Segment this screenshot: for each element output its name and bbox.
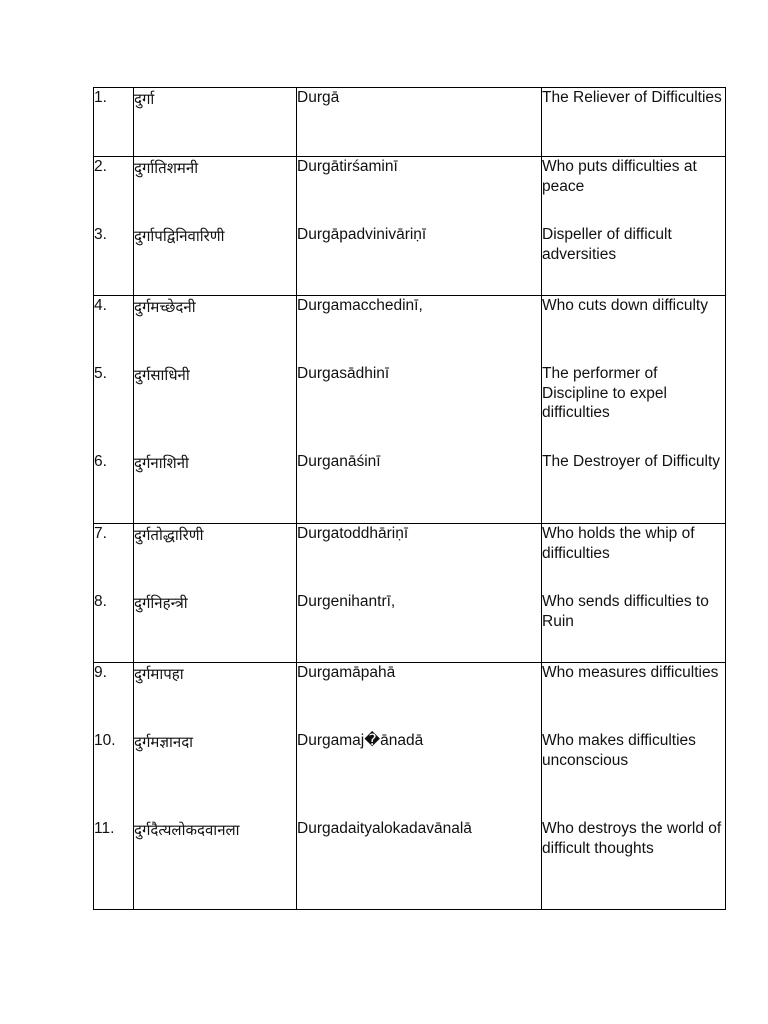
table-row [94,731,726,819]
row-number: 10. [94,731,134,819]
devanagari-name: दुर्गनाशिनी [134,452,297,524]
english-meaning: Who holds the whip of difficulties [542,524,726,593]
english-meaning: The Destroyer of Difficulty [542,452,726,524]
table-row [94,592,726,663]
transliterated-name: Durganāśinī [297,452,542,524]
transliterated-name: Durgamacchedinī, [297,296,542,365]
transliterated-name: Durgāpadvinivāriṇī [297,225,542,296]
english-meaning: Who measures difficulties [542,663,726,732]
row-number: 8. [94,592,134,663]
devanagari-name: दुर्गमच्छेदनी [134,296,297,365]
transliterated-name: Durgātirśaminī [297,157,542,226]
english-meaning: Who puts difficulties at peace [542,157,726,226]
devanagari-name: दुर्गतोद्धारिणी [134,524,297,593]
english-meaning: The Reliever of Difficulties [542,88,726,157]
row-number: 5. [94,364,134,452]
english-meaning: Dispeller of difficult adversities [542,225,726,296]
row-number: 1. [94,88,134,157]
row-number: 4. [94,296,134,365]
table-row [94,88,726,157]
transliterated-name: Durgamāpahā [297,663,542,732]
table-row [94,524,726,593]
devanagari-name: दुर्गा [134,88,297,157]
transliterated-name: Durgadaityalokadavānalā [297,819,542,910]
durga-names-table [93,87,726,910]
table-row [94,225,726,296]
english-meaning: Who destroys the world of difficult thoughts [542,819,726,910]
devanagari-name: दुर्गापद्विनिवारिणी [134,225,297,296]
devanagari-name: दुर्गसाधिनी [134,364,297,452]
table-row [94,819,726,910]
row-number: 6. [94,452,134,524]
transliterated-name: Durgasādhinī [297,364,542,452]
row-number: 7. [94,524,134,593]
transliterated-name: Durgā [297,88,542,157]
table-row [94,663,726,732]
english-meaning: Who cuts down difficulty [542,296,726,365]
devanagari-name: दुर्गमापहा [134,663,297,732]
devanagari-name: दुर्गातिशमनी [134,157,297,226]
table-row [94,452,726,524]
transliterated-name: Durgamaj�ānadā [297,731,542,819]
devanagari-name: दुर्गमज्ञानदा [134,731,297,819]
transliterated-name: Durgenihantrī, [297,592,542,663]
devanagari-name: दुर्गनिहन्त्री [134,592,297,663]
row-number: 2. [94,157,134,226]
transliterated-name: Durgatoddhāriṇī [297,524,542,593]
row-number: 3. [94,225,134,296]
devanagari-name: दुर्गदैत्यलोकदवानला [134,819,297,910]
table-row [94,364,726,452]
english-meaning: The performer of Discipline to expel difficulties [542,364,726,452]
row-number: 9. [94,663,134,732]
english-meaning: Who makes difficulties unconscious [542,731,726,819]
english-meaning: Who sends difficulties to Ruin [542,592,726,663]
table-row [94,157,726,226]
table-row [94,296,726,365]
row-number: 11. [94,819,134,910]
